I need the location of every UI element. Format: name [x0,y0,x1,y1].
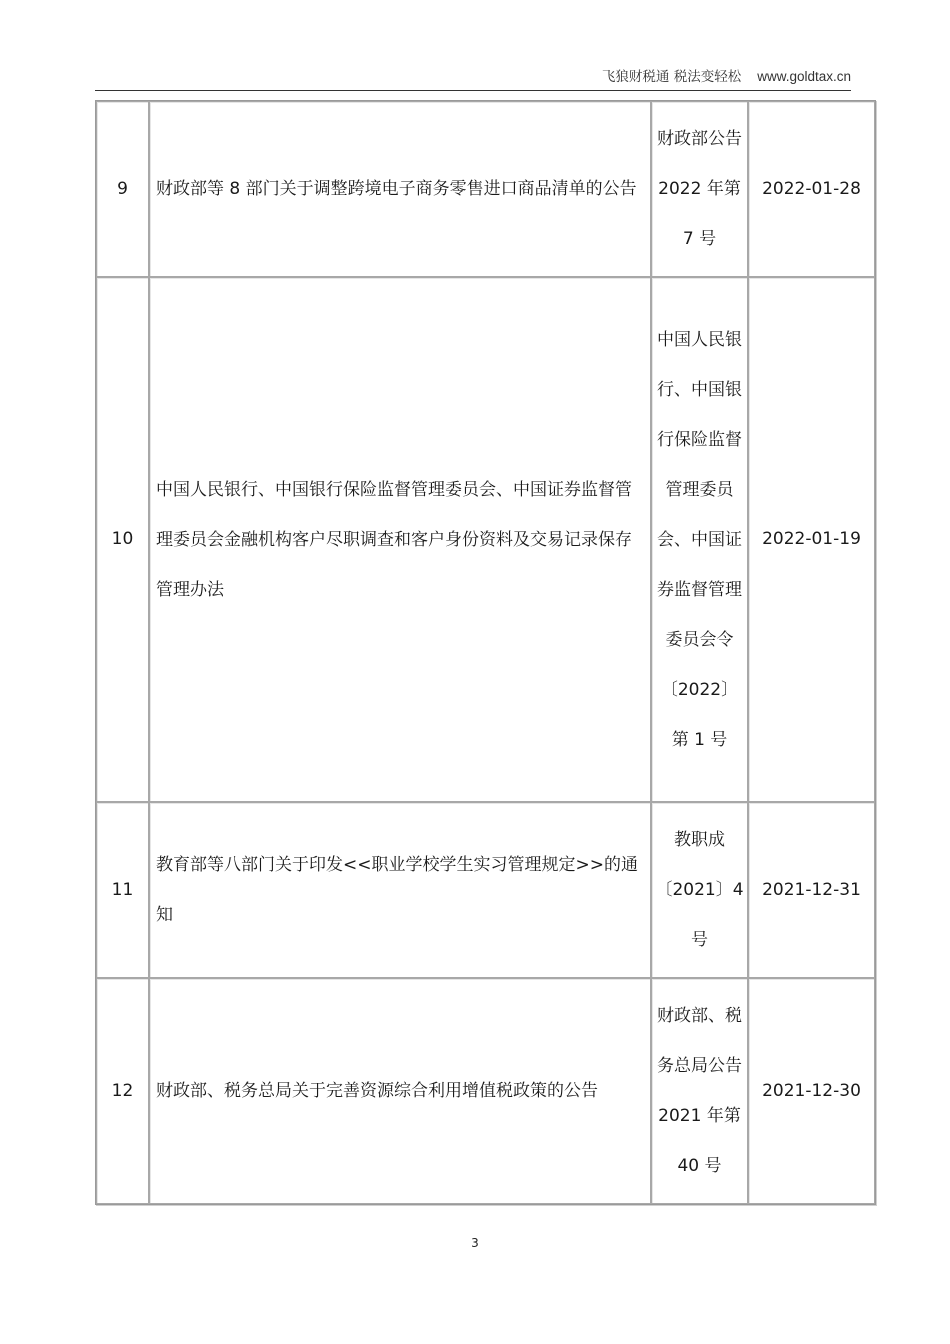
row-title-text: 财政部、税务总局关于完善资源综合利用增值税政策的公告 [156,1081,598,1101]
row-title [149,101,651,277]
row-title-text: 教育部等八部门关于印发<<职业学校学生实习管理规定>>的通知 [156,855,638,925]
row-number: 12 [96,978,149,1204]
row-title [149,802,651,978]
table-row [96,277,875,802]
row-date: 2021-12-31 [748,802,875,978]
row-document-number [651,978,748,1204]
row-date: 2022-01-19 [748,277,875,802]
row-title [149,277,651,802]
row-date: 2022-01-28 [748,101,875,277]
table-row [96,101,875,277]
policy-table [95,100,876,1205]
row-title-text: 财政部等 8 部门关于调整跨境电子商务零售进口商品清单的公告 [156,179,637,199]
row-document-number-text: 教职成〔2021〕4 号 [655,830,744,950]
row-title-text: 中国人民银行、中国银行保险监督管理委员会、中国证券监督管理委员会金融机构客户尽职调查和客户身份资料及交易记录保存管理办法 [156,479,632,600]
row-document-number-text: 中国人民银行、中国银行保险监督管理委员会、中国证券监督管理委员会令〔2022〕第 1 号 [657,329,742,750]
table-row [96,802,875,978]
table-row [96,978,875,1204]
row-number: 9 [96,101,149,277]
row-document-number-text: 财政部公告 2022 年第 7 号 [657,129,742,249]
row-number: 10 [96,277,149,802]
header-text [602,65,851,85]
row-document-number [651,101,748,277]
row-document-number-text: 财政部、税务总局公告 2021 年第 40 号 [657,1006,742,1176]
row-document-number [651,277,748,802]
header-brand: 飞狼财税通 税法变轻松 [601,69,742,85]
header-site: www.goldtax.cn [757,69,851,84]
row-title [149,978,651,1204]
row-number: 11 [96,802,149,978]
row-document-number [651,802,748,978]
page-header [95,62,851,91]
page-number: 3 [471,1236,479,1250]
row-date: 2021-12-30 [748,978,875,1204]
